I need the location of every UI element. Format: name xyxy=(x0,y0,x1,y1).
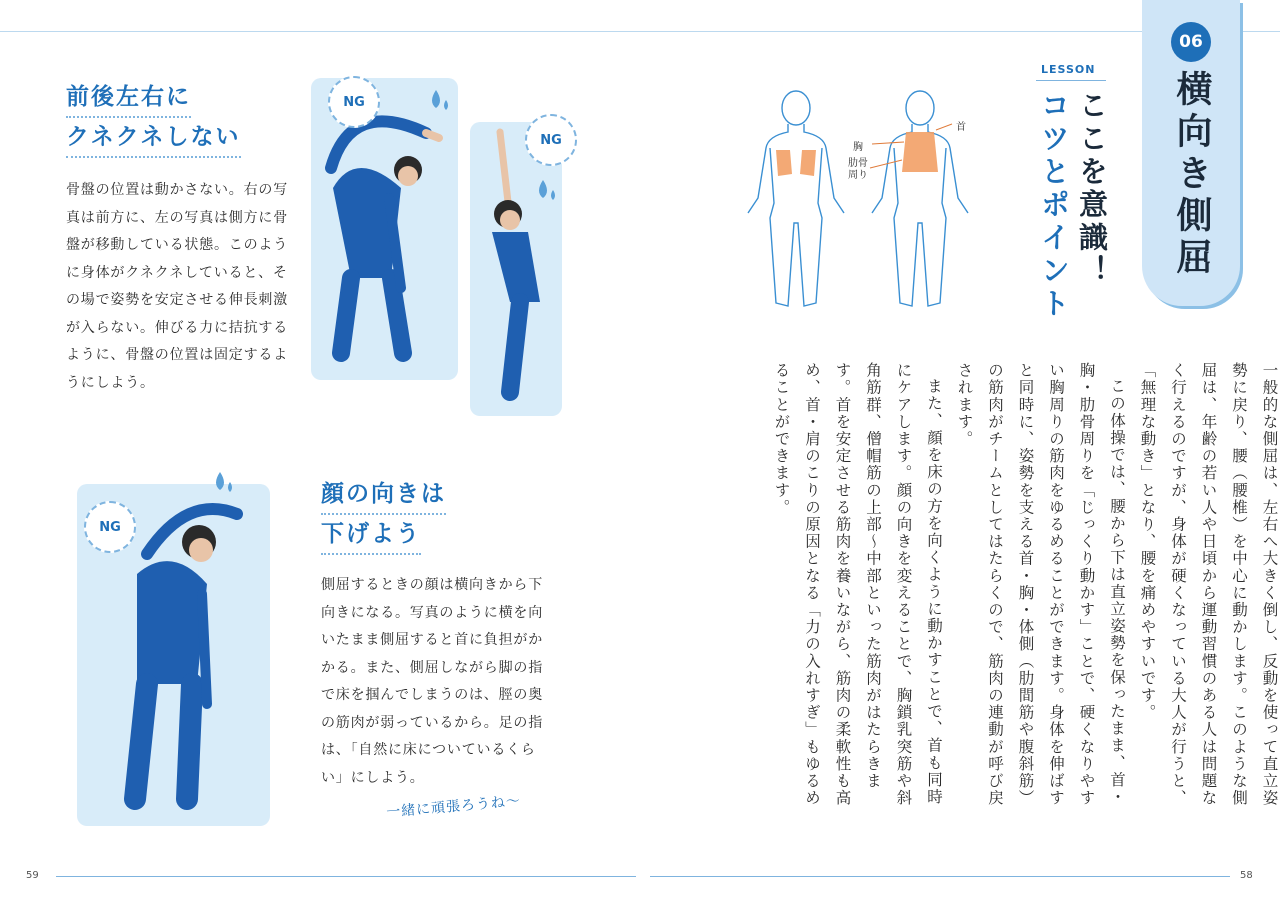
section1-heading-line2: クネクネしない xyxy=(66,120,241,158)
ng-badge-2: NG xyxy=(525,114,577,166)
main-paragraph-3: また、顔を床の方を向くように動かすことで、首も同時にケアします。顔の向きを変えることで、胸鎖乳突筋や斜角筋群、僧帽筋の上部〜中部といった筋肉がはたらきます。首を安定させる筋肉を養いながら、筋肉の柔軟性も高め、首・肩のこりの原因となる「力の入れすぎ」もゆるめることができます。 xyxy=(772,362,943,807)
body-front-outline xyxy=(872,91,968,306)
ng-badge-3: NG xyxy=(84,501,136,553)
photo-ng-1 xyxy=(311,78,458,380)
section-title: 横向き側屈 xyxy=(1171,70,1212,280)
person-side-bend-figure xyxy=(311,78,458,380)
section2-body: 側屈するときの顔は横向きから下向きになる。写真のように横を向いたまま側屈すると首に負担がかかる。また、側屈しながら脚の指で床を掴んでしまうのは、脛の奥の筋肉が弱っているから。足の指は、「自然に床についているくらい」にしよう。 xyxy=(321,577,543,786)
lesson-divider xyxy=(1036,80,1106,81)
lesson-title-line1: ここを意識！ xyxy=(1075,90,1109,288)
section2-heading-line2: 下げよう xyxy=(321,517,421,555)
lesson-label: LESSON xyxy=(1041,63,1096,76)
sweat-drop-icon xyxy=(428,88,452,118)
diagram-label-ribs: 肋骨周り xyxy=(848,158,868,181)
person-tilt-figure xyxy=(470,122,562,416)
bottom-rule-left xyxy=(56,876,636,877)
section1-body: 骨盤の位置は動かさない。右の写真は前方に、左の写真は側方に骨盤が移動している状態。このように身体がクネクネしていると、その場で姿勢を安定させる伸長刺激が入らない。伸びる力に拮抗するように、骨盤の位置は固定するようにしよう。 xyxy=(66,182,288,391)
main-body-text xyxy=(766,362,1280,822)
body-back-outline xyxy=(748,91,844,306)
bottom-rule-right xyxy=(650,876,1230,877)
back-muscle-highlight xyxy=(776,150,816,176)
encouragement-caption: 一緒に頑張ろうね〜 xyxy=(385,793,522,821)
diagram-label-chest: 胸 xyxy=(853,142,863,153)
sweat-drop-icon xyxy=(535,178,559,208)
sweat-drop-icon xyxy=(212,470,236,500)
main-paragraph-2: この体操では、腰から下は直立姿勢を保ったまま、首・胸・肋骨周りを「じっくり動かす」ことで、硬くなりやすい胸周りの筋肉をゆるめることができます。身体を伸ばすと同時に、姿勢を支える首・胸・体側（肋間筋や腹斜筋）の筋肉がチームとしてはたらくので、筋肉の連動が呼び戻されます。 xyxy=(955,362,1126,807)
page-number-right: 58 xyxy=(1240,870,1253,881)
photo-ng-2 xyxy=(470,122,562,416)
section2-heading-line1: 顔の向きは xyxy=(321,477,446,515)
lesson-title-line2: コツとポイント xyxy=(1037,90,1071,321)
section-number-badge: 06 xyxy=(1171,22,1211,62)
ng-badge-1: NG xyxy=(328,76,380,128)
main-paragraph-1: 一般的な側屈は、左右へ大きく倒し、反動を使って直立姿勢に戻り、腰（腰椎）を中心に動かします。このような側屈は、年齢の若い人や日頃から運動習慣のある人は問題なく行えるのですが、身体が硬くなっている大人が行うと、「無理な動き」となり、腰を痛めやすいです。 xyxy=(1138,362,1279,807)
front-muscle-highlight xyxy=(902,132,938,172)
muscle-diagram xyxy=(740,88,980,313)
top-rule xyxy=(0,31,1280,32)
section1-heading-line1: 前後左右に xyxy=(66,80,191,118)
diagram-label-neck: 首 xyxy=(956,122,966,133)
page-number-left: 59 xyxy=(26,870,39,881)
